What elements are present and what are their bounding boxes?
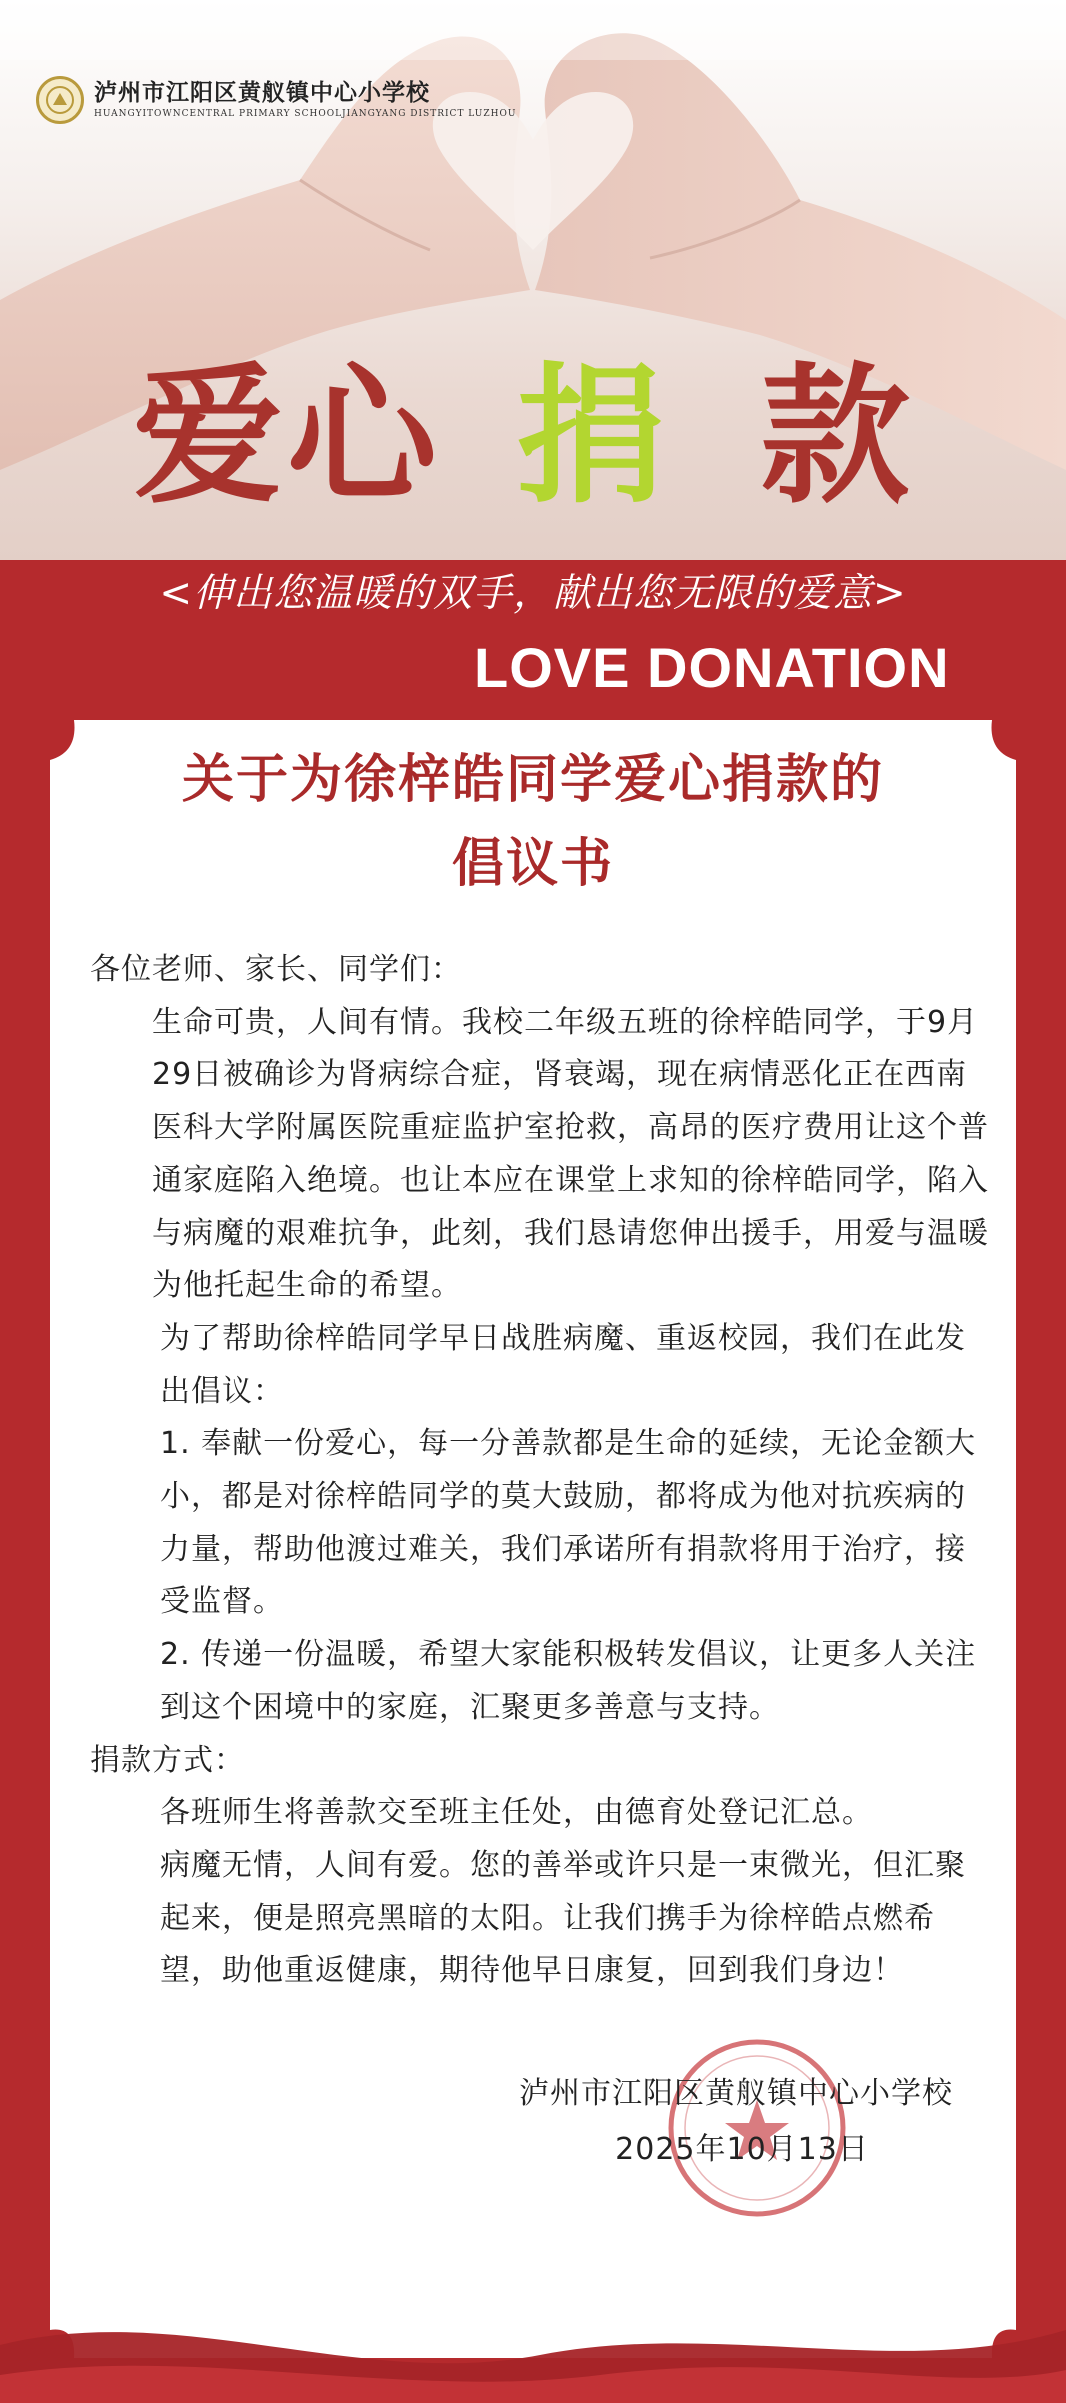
letter-body <box>90 944 990 1998</box>
proposal-item-2: 2. 传递一份温暖，希望大家能积极转发倡议，让更多人关注到这个困境中的家庭，汇聚更多善意与支持。 <box>160 1637 977 1725</box>
slogan: <伸出您温暖的双手，献出您无限的爱意> <box>159 571 907 616</box>
signature-block <box>470 2066 990 2178</box>
donation-method-text: 各班师生将善款交至班主任处，由德育处登记汇总。 <box>160 1795 873 1831</box>
closing-paragraph: 病魔无情，人间有爱。您的善举或许只是一束微光，但汇聚起来，便是照亮黑暗的太阳。让我们携手为徐梓皓点燃希望，助他重返健康，期待他早日康复，回到我们身边！ <box>160 1847 966 1989</box>
love-donation-label: LOVE DONATION <box>474 636 950 699</box>
donation-method-label: 捐款方式： <box>90 1742 245 1778</box>
paragraph-1: 生命可贵，人间有情。我校二年级五班的徐梓皓同学，于9月29日被确诊为肾病综合症，肾衰竭，现在病情恶化正在西南医科大学附属医院重症监护室抢救，高昂的医疗费用让这个普通家庭陷入绝境。也让本应在课堂上求知的徐梓皓同学，陷入与病魔的艰难抗争，此刻，我们恳请您伸出援手，用爱与温暖为他托起生命的希望。 <box>152 1004 989 1304</box>
school-name: 泸州市江阳区黄舣镇中心小学校 <box>94 80 430 106</box>
letter-title-line2: 倡议书 <box>451 834 614 894</box>
letter-title-line1: 关于为徐梓皓同学爱心捐款的 <box>181 750 884 810</box>
signature-school: 泸州市江阳区黄舣镇中心小学校 <box>519 2076 953 2111</box>
signature-date: 2025年10月13日 <box>615 2132 869 2167</box>
title-love: 爱心 <box>133 350 442 524</box>
greeting: 各位老师、家长、同学们： <box>90 952 462 987</box>
letter-title <box>0 738 1066 906</box>
proposal-item-1: 1. 奉献一份爱心，每一分善款都是生命的延续，无论金额大小，都是对徐梓皓同学的莫大鼓励，都将成为他对抗疾病的力量，帮助他渡过难关，我们承诺所有捐款将用于治疗，接受监督。 <box>160 1426 977 1620</box>
title-donate-2: 款 <box>760 350 915 524</box>
paragraph-2: 为了帮助徐梓皓同学早日战胜病魔、重返校园，我们在此发出倡议： <box>160 1320 966 1409</box>
title-donate-1: 捐 <box>516 350 671 524</box>
school-name-en: HUANGYITOWNCENTRAL PRIMARY SCHOOLJIANGYANG DISTRICT LUZHOU <box>94 109 517 119</box>
